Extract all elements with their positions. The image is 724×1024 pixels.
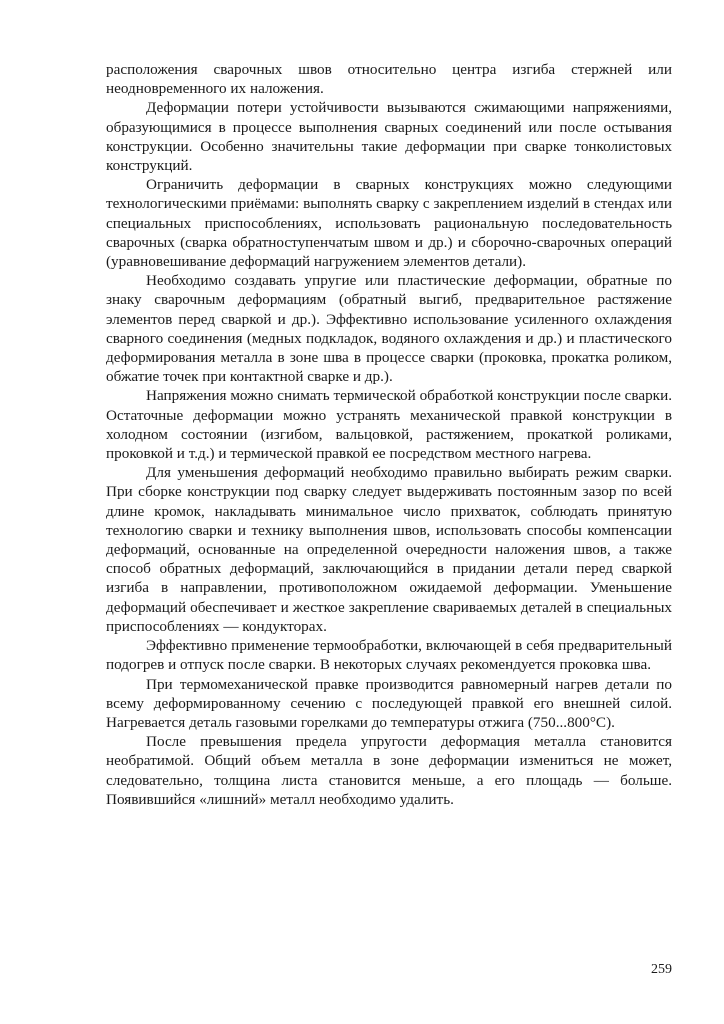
paragraph-8: При термомеханической правке производится равномерный нагрев детали по всему деформированному сечению с последующей правкой его внешней силой. Нагревается деталь газовыми горелками до температуры отжига (750...800°С).: [106, 675, 672, 731]
paragraph-9: После превышения предела упругости деформация металла становится необратимой. Общий объем металла в зоне деформации измениться не может, следовательно, толщина листа становится меньше, а его площадь — больше. Появившийся «лишний» металл необходимо удалить.: [106, 733, 672, 808]
paragraph-7: Эффективно применение термообработки, включающей в себя предварительный подогрев и отпуск после сварки. В некоторых случаях рекомендуется проковка шва.: [106, 637, 672, 674]
paragraph-4: Необходимо создавать упругие или пластические деформации, обратные по знаку сварочным деформациям (обратный выгиб, предварительное растяжение элементов перед сваркой и др.). Эффективно использование усиленного охлаждения сварного соединения (медных подкладок, водяного охлаждения и др.) и пластического деформирования металла в зоне шва в процессе сварки (проковка, прокатка роликом, обжатие точек при контактной сварке и др.).: [106, 272, 672, 386]
paragraph-2: Деформации потери устойчивости вызываются сжимающими напряжениями, образующимися в процессе выполнения сварных соединений или после остывания конструкции. Особенно значительны такие деформации при сварке тонколистовых конструкций.: [106, 99, 672, 175]
paragraph-3: Ограничить деформации в сварных конструкциях можно следующими технологическими приёмами: выполнять сварку с закреплением изделий в стендах или специальных приспособлениях, использовать рациональную последовательность сварочных (сварка обратноступенчатым швом и др.) и сборочно-сварочных операций (уравновешивание деформаций нагружением элементов детали).: [106, 176, 672, 271]
paragraph-1: расположения сварочных швов относительно центра изгиба стержней или неодновременного их наложения.: [106, 61, 672, 98]
paragraph-5: Напряжения можно снимать термической обработкой конструкции после сварки. Остаточные деформации можно устранять механической правкой конструкции в холодном состоянии (изгибом, вальцовкой, растяжением, прокаткой роликами, проковкой и т.д.) и термической правкой ее посредством местного нагрева.: [106, 387, 672, 463]
paragraph-6: Для уменьшения деформаций необходимо правильно выбирать режим сварки. При сборке конструкции под сварку следует выдерживать постоянным зазор по всей длине кромок, накладывать минимальное число прихваток, соблюдать принятую технологию сварки и технику выполнения швов, использовать способы компенсации деформаций, основанные на определенной очередности наложения швов, а также способ обратных деформаций, заключающийся в придании детали перед сваркой изгиба в направлении, противоположном ожидаемой деформации. Уменьшение деформаций обеспечивает и жесткое закрепление свариваемых деталей в специальных приспособлениях — кондукторах.: [106, 464, 672, 635]
page-number: 259: [651, 962, 672, 977]
page-body: [106, 60, 672, 809]
